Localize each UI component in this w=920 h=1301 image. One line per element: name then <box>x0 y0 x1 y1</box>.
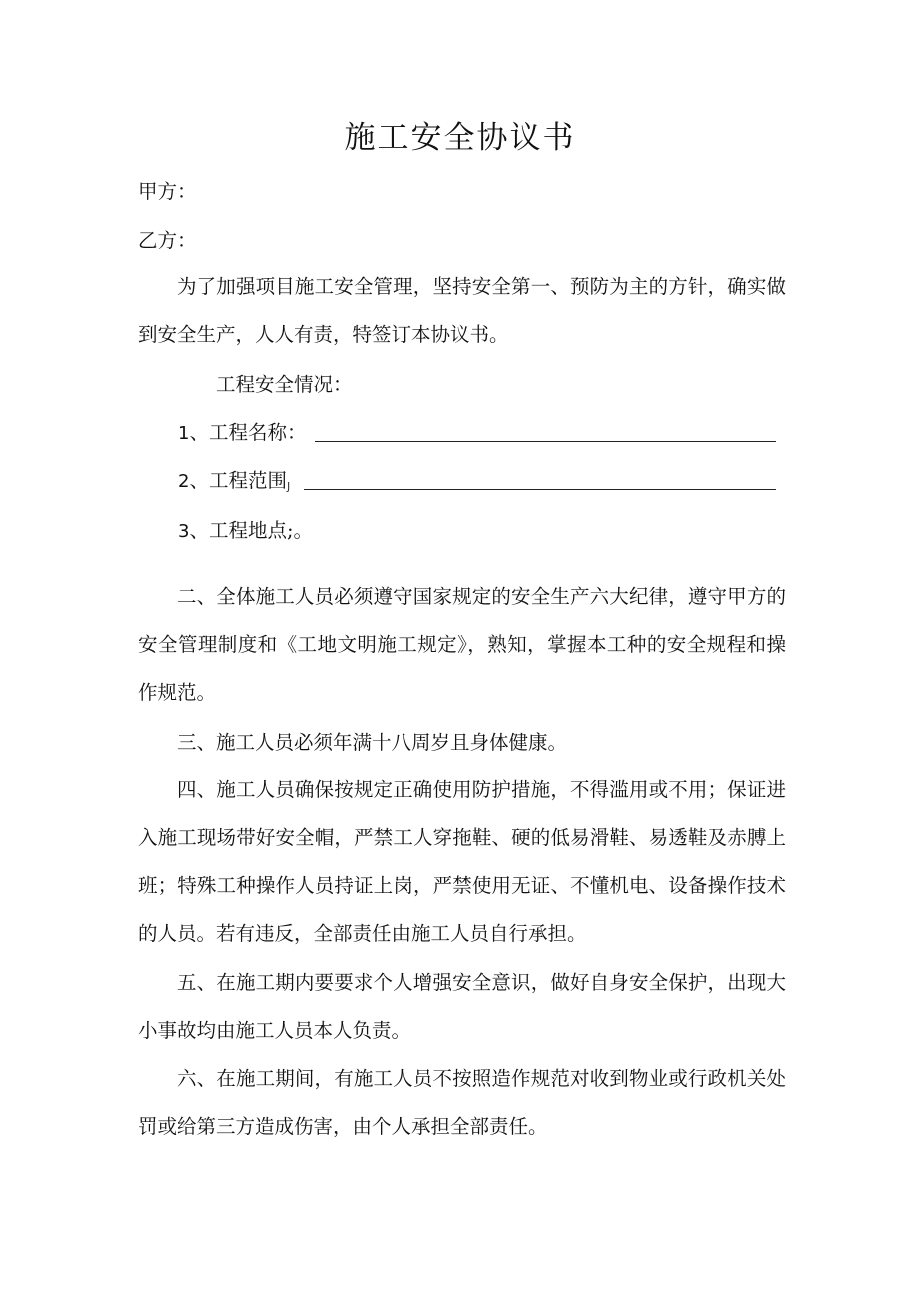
field-project-location <box>178 516 313 547</box>
section-heading: 工程安全情况： <box>216 373 353 396</box>
project-name-blank-line <box>315 441 776 442</box>
clause-two: 二、全体施工人员必须遵守国家规定的安全生产六大纪律，遵守甲方的安全管理制度和《工地文明施工规定》，熟知，掌握本工种的安全规程和操作规范。 <box>138 585 786 704</box>
party-b-label: 乙方： <box>138 229 197 252</box>
clause-four: 四、施工人员确保按规定正确使用防护措施，不得滥用或不用；保证进入施工现场带好安全帽，严禁工人穿拖鞋、硬的低易滑鞋、易透鞋及赤膊上班；特殊工种操作人员持证上岗，严禁使用无证、不懂机电、设备操作技术的人员。若有违反，全部责任由施工人员自行承担。 <box>138 778 786 945</box>
project-scope-blank-line <box>304 489 776 490</box>
field-mark: J <box>286 480 291 493</box>
clause-six: 六、在施工期间，有施工人员不按照造作规范对收到物业或行政机关处罚或给第三方造成伤害，由个人承担全部责任。 <box>138 1067 786 1138</box>
clause-five: 五、在施工期内要要求个人增强安全意识，做好自身安全保护，出现大小事故均由施工人员本人负责。 <box>138 971 786 1042</box>
party-a-label: 甲方： <box>138 180 197 203</box>
field-project-scope <box>178 466 290 502</box>
field-label: 、工程地点;。 <box>189 519 314 542</box>
intro-paragraph: 为了加强项目施工安全管理，坚持安全第一、预防为主的方针，确实做到安全生产，人人有责，特签订本协议书。 <box>138 275 786 346</box>
field-label: 、工程范围 <box>189 469 287 492</box>
field-number: 2 <box>178 471 190 492</box>
field-number: 3 <box>178 521 190 542</box>
field-project-name <box>178 418 306 449</box>
field-label: 、工程名称： <box>189 421 307 444</box>
clause-three: 三、施工人员必须年满十八周岁且身体健康。 <box>177 731 568 754</box>
field-number: 1 <box>178 423 190 444</box>
document-title: 施工安全协议书 <box>344 120 576 156</box>
